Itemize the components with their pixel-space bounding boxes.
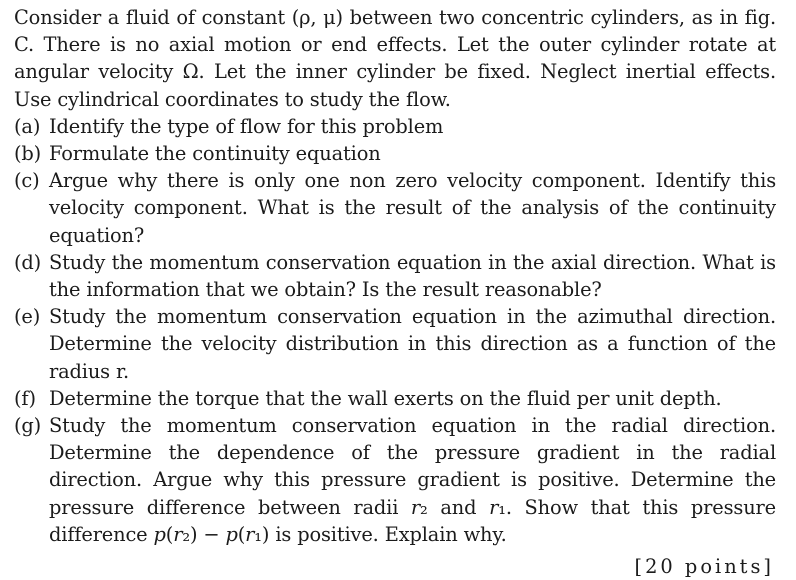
question-text: Study the momentum conservation equation in the axial direction. What is the information that we obtain? Is the result reasonable? bbox=[49, 250, 776, 302]
points-label: [20 points] bbox=[634, 555, 774, 578]
problem-intro: Consider a fluid of constant (ρ, μ) between two concentric cylinders, as in fig. C. There is no axial motion or end effects. Let the outer cylinder rotate at angular velocity Ω. Let the inner cylinder be fixed. Neglect inertial effects. Use cylindrical coordinates to study the flow. bbox=[14, 6, 776, 111]
question-text: Formulate the continuity equation bbox=[49, 142, 381, 166]
problem-statement bbox=[14, 4, 776, 548]
question-text: Study the momentum conservation equation in the azimuthal direction. Determine the velocity distribution in this direction as a function of the radius r. bbox=[49, 305, 776, 383]
question-label: (a) bbox=[14, 114, 41, 138]
question-item-a bbox=[14, 113, 776, 140]
question-item-e bbox=[14, 303, 776, 385]
question-item-b bbox=[14, 140, 776, 167]
question-label: (g) bbox=[14, 414, 42, 438]
question-label: (d) bbox=[14, 250, 42, 274]
question-item-d bbox=[14, 249, 776, 303]
question-item-f bbox=[14, 385, 776, 412]
question-label: (b) bbox=[14, 142, 42, 166]
question-label: (f) bbox=[14, 386, 36, 410]
question-item-c bbox=[14, 167, 776, 249]
question-text: Study the momentum conservation equation in the radial direction. Determine the dependence of the pressure gradient in the radial direction. Argue why this pressure gradient is positive. Determine the pressure difference between radii 𝑟₂ and 𝑟₁. Show that this pressure difference 𝑝(𝑟₂) − 𝑝(𝑟₁) is positive. Explain why. bbox=[49, 414, 776, 546]
question-text: Argue why there is only one non zero velocity component. Identify this velocity component. What is the result of the analysis of the continuity equation? bbox=[49, 169, 776, 247]
question-list bbox=[14, 113, 776, 548]
question-text: Identify the type of flow for this problem bbox=[49, 114, 444, 138]
question-label: (e) bbox=[14, 305, 41, 329]
question-item-g bbox=[14, 412, 776, 548]
question-text: Determine the torque that the wall exerts on the fluid per unit depth. bbox=[49, 386, 722, 410]
question-label: (c) bbox=[14, 169, 40, 193]
